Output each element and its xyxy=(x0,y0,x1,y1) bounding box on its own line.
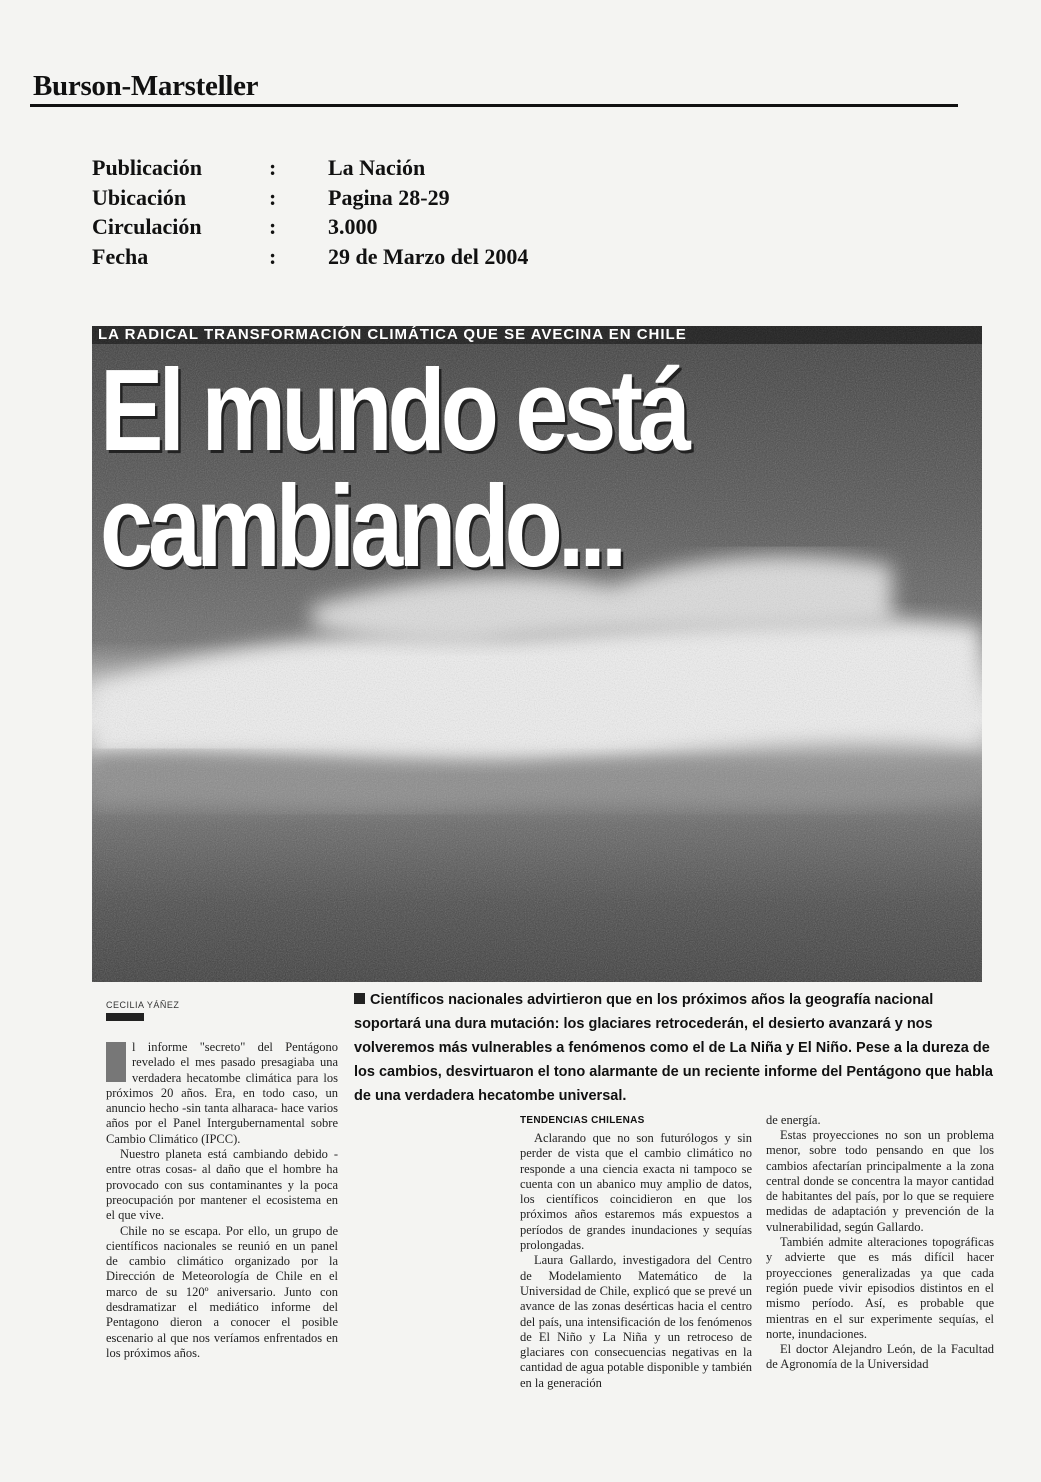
square-bullet-icon xyxy=(354,993,365,1004)
lead-bold: Científicos nacionales advirtieron que en los próximos años la geografía nacional soportará una dura mutación: xyxy=(354,992,934,1032)
meta-label: Ubicación xyxy=(92,184,187,210)
meta-colon: : xyxy=(269,155,277,180)
paragraph: El doctor Alejandro León, de la Facultad de Agronomía de la Universidad xyxy=(766,1342,994,1372)
meta-value: Pagina 28-29 xyxy=(328,184,450,210)
paragraph xyxy=(106,1040,338,1147)
dropcap-icon xyxy=(106,1042,126,1082)
paragraph: Laura Gallardo, investigadora del Centro de Modelamiento Matemático de la Universidad de Chile, explicó que se prevé un avance de las zonas desérticas hacia el centro del país, una intensificación de los fenómenos de El Niño y La Niña y un retroceso de glaciares con consecuencias negativas en la cantidad de agua potable disponible y también en la generación xyxy=(520,1253,752,1390)
meta-colon: : xyxy=(269,184,277,210)
article-column-3 xyxy=(766,1128,994,1373)
meta-value: 3.000 xyxy=(328,214,378,239)
headline-line-1: El mundo está xyxy=(100,345,687,475)
paragraph: Aclarando que no son futurólogos y sin perder de vista que el cambio climático no responde a una ciencia exacta ni tampoco se cuenta con un abanico muy amplio de datos, los científicos coincidieron en que los próximos años estaremos más expuestos a períodos de grandes inundaciones y sequías prolongadas. xyxy=(520,1131,752,1253)
article-column-1 xyxy=(106,1040,338,1361)
paragraph: También admite alteraciones topográficas y advierte que es más difícil hacer proyecciones generalizadas ya que cada región puede vivir episodios distintos en el mismo período. Así, es probable que mientras en el sur experimente sequías, el norte, inundaciones. xyxy=(766,1235,994,1341)
headline xyxy=(100,345,687,591)
paragraph: Estas proyecciones no son un problema menor, sobre todo pensando en que los cambios afectarían principalmente a la zona central donde se concentra la mayor cantidad de habitantes del país, por lo que se requiere medidas de adaptación y prevención de la vulnerabilidad, según Gallardo. xyxy=(766,1128,994,1234)
cover-photo xyxy=(92,326,982,982)
meta-label: Publicación xyxy=(92,155,203,180)
paragraph: Chile no se escapa. Por ello, un grupo de científicos nacionales se reunió en un panel de cambio climático organizado por la Dirección de Meteorología de Chile en el marco de su 120º aniversario. Junto con desdramatizar el mediático informe del Pentagono dieron a conocer el posible escenario al que nos veríamos enfrentados en los próximos años. xyxy=(106,1223,338,1360)
lead-paragraph xyxy=(354,988,994,1108)
meta-label: Circulación xyxy=(92,214,202,239)
meta-value: La Nación xyxy=(328,155,426,180)
paragraph: Nuestro planeta está cambiando debido -entre otras cosas- al daño que el hombre ha provocado con sus contaminantes y la poca preocupación por mantener el ecosistema en el que vive. xyxy=(106,1147,338,1223)
meta-colon: : xyxy=(269,243,277,269)
meta-colon: : xyxy=(269,214,277,239)
brand-name: Burson-Marsteller xyxy=(33,70,259,102)
lead-rest: los glaciares retrocederán, el desierto avanzará y nos volveremos más vulnerables a fenómenos como el de La Niña y El Niño. Pese a la dureza de los cambios, desvirtuaron el tono alarmante de un reciente informe del Pentágono que habla de una verdadera hecatombe universal. xyxy=(354,1016,993,1104)
paragraph-text: l informe "secreto" del Pentágono revelado el mes pasado presagiaba una verdadera hecatombe climática para los próximos 20 años. Era, en todo caso, un anuncio hecho -sin tanta alharaca- hace varios años por el Panel Intergubernamental sobre Cambio Climático (IPCC). xyxy=(106,1040,338,1146)
headline-line-2: cambiando... xyxy=(100,461,623,591)
section-title: TENDENCIAS CHILENAS xyxy=(520,1115,645,1126)
meta-label: Fecha xyxy=(92,243,149,269)
kicker-text: LA RADICAL TRANSFORMACIÓN CLIMÁTICA QUE SE AVECINA EN CHILE xyxy=(92,326,982,344)
byline-bar xyxy=(106,1013,144,1021)
column-3-continuation: de energía. xyxy=(766,1113,821,1127)
header-rule xyxy=(30,104,958,107)
article-column-2 xyxy=(520,1131,752,1391)
meta-value: 29 de Marzo del 2004 xyxy=(328,243,529,269)
byline: CECILIA YÁÑEZ xyxy=(106,1000,180,1010)
